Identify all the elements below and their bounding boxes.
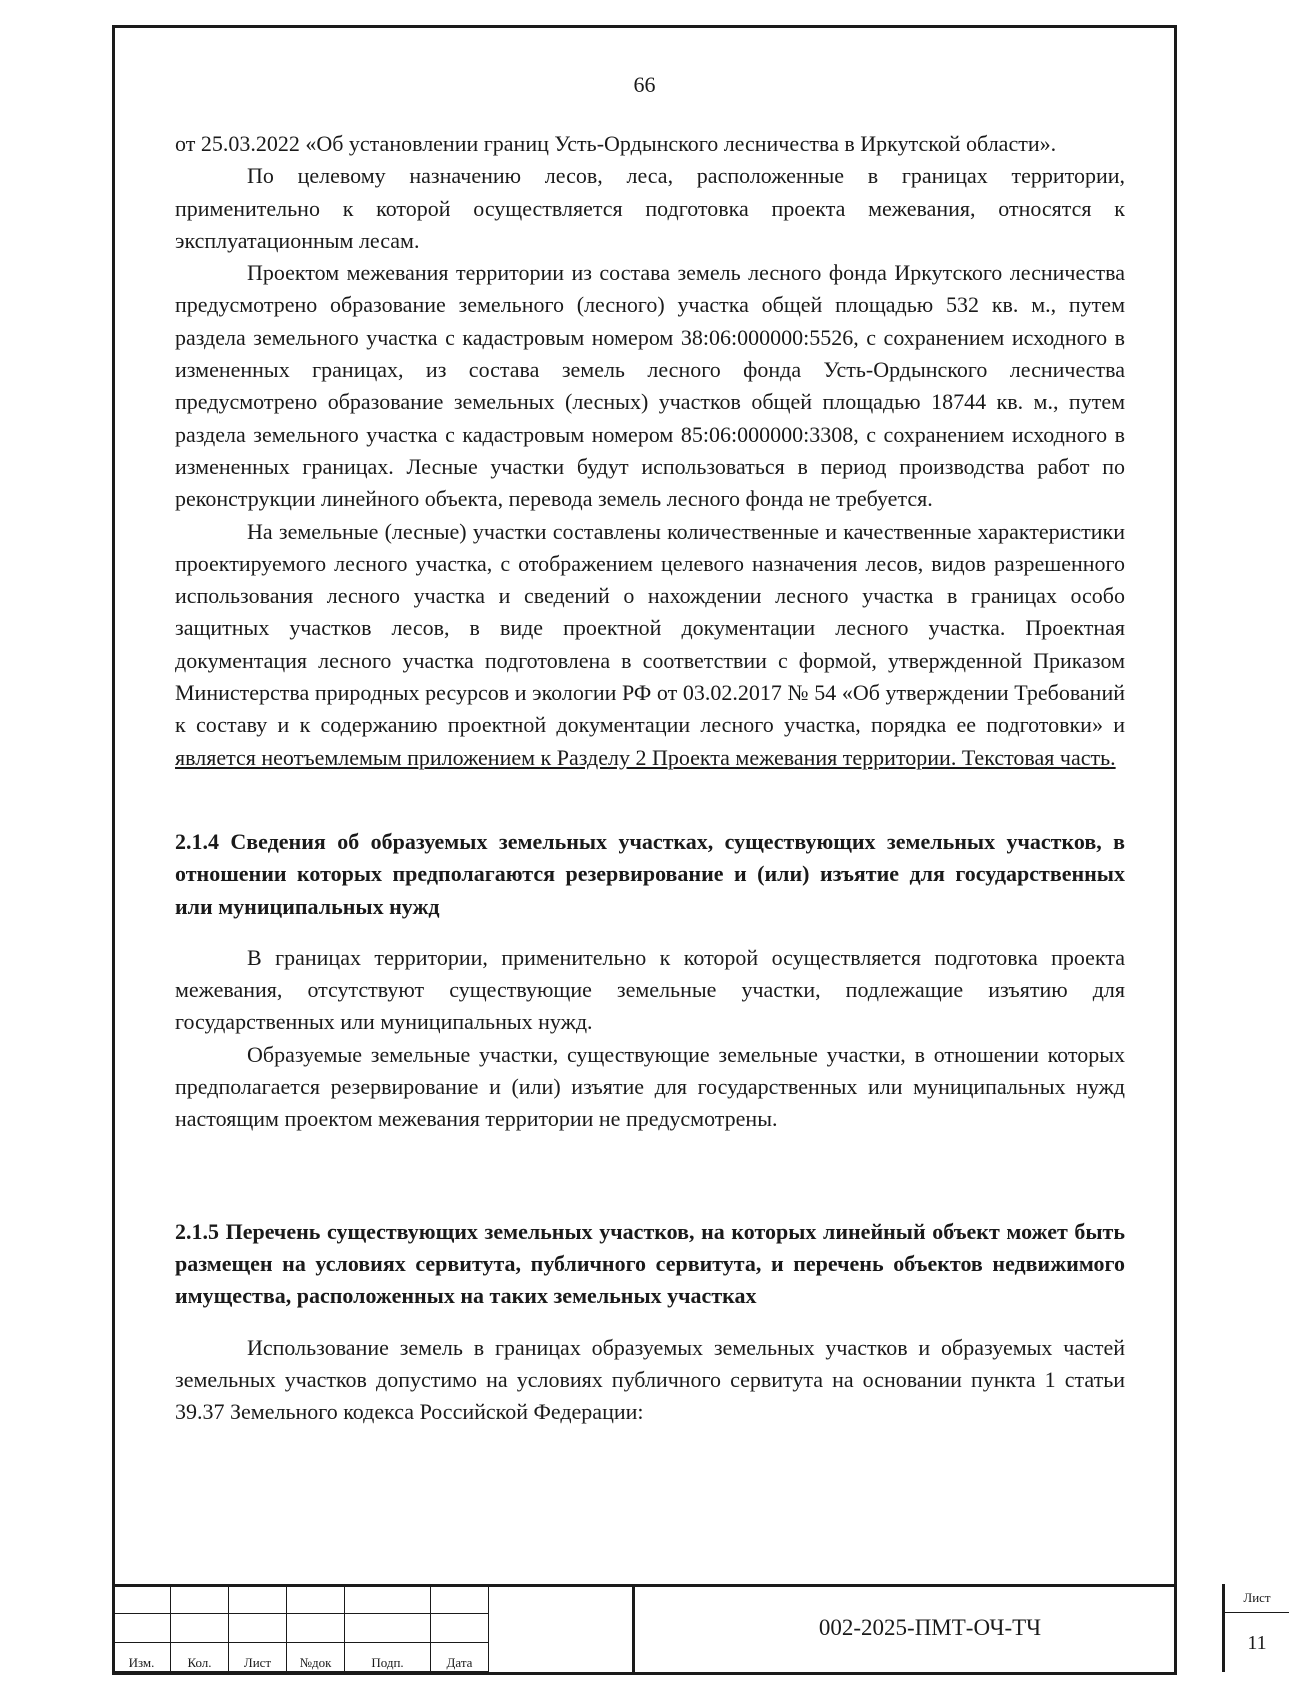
paragraph: Использование земель в границах образуемых земельных участков и образуемых частей земельных участков допустимо на условиях публичного сервитута на основании пункта 1 статьи 39.37 Земельного кодекса Российской Федерации:	[175, 1334, 1125, 1425]
sheet-label: Лист	[1225, 1584, 1289, 1613]
underlined-text: является неотъемлемым приложением к Разделу 2 Проекта межевания территории. Текстовая часть.	[175, 744, 1116, 770]
column-header: Кол.	[171, 1643, 229, 1672]
paragraph-with-underline	[175, 516, 1125, 774]
column-header: №док	[287, 1643, 345, 1672]
document-body	[175, 128, 1125, 1428]
document-code: 002-2025-ПМТ-ОЧ-ТЧ	[632, 1584, 1225, 1672]
sheet-box	[1222, 1584, 1289, 1672]
column-header: Подп.	[345, 1643, 431, 1672]
column-header: Дата	[431, 1643, 489, 1672]
revision-table	[112, 1584, 489, 1672]
sheet-number: 11	[1247, 1632, 1267, 1654]
paragraph: от 25.03.2022 «Об установлении границ Усть-Ордынского лесничества в Иркутской области».	[175, 131, 1057, 156]
page-number: 66	[633, 72, 656, 97]
paragraph: Образуемые земельные участки, существующие земельные участки, в отношении которых предполагается резервирование и (или) изъятие для государственных или муниципальных нужд настоящим проектом межевания территории не предусмотрены.	[175, 1041, 1125, 1132]
paragraph: Проектом межевания территории из состава земель лесного фонда Иркутского лесничества предусмотрено образование земельного (лесного) участка общей площадью 532 кв. м., путем раздела земельного участка с кадастровым номером 38:06:000000:5526, с сохранением исходного в измененных границах, из состава земель лесного фонда Усть-Ордынского лесничества предусмотрено образование земельных (лесных) участков общей площадью 18744 кв. м., путем раздела земельного участка с кадастровым номером 85:06:000000:3308, с сохранением исходного в измененных границах. Лесные участки будут использоваться в период производства работ по реконструкции линейного объекта, перевода земель лесного фонда не требуется.	[175, 260, 1125, 512]
paragraph: В границах территории, применительно к которой осуществляется подготовка проекта межевания, отсутствуют существующие земельные участки, подлежащие изъятию для государственных или муниципальных нужд.	[175, 944, 1125, 1035]
title-block	[112, 1584, 1271, 1675]
column-header: Лист	[229, 1643, 287, 1672]
column-header: Изм.	[113, 1643, 171, 1672]
section-heading-2-1-4: 2.1.4 Сведения об образуемых земельных участках, существующих земельных участков, в отношении которых предполагаются резервирование и (или) изъятие для государственных или муниципальных нужд	[175, 828, 1125, 919]
section-heading-2-1-5: 2.1.5 Перечень существующих земельных участков, на которых линейный объект может быть размещен на условиях сервитута, публичного сервитута, и перечень объектов недвижимого имущества, расположенных на таких земельных участках	[175, 1218, 1125, 1309]
paragraph-text: На земельные (лесные) участки составлены количественные и качественные характеристики проектируемого лесного участка, с отображением целевого назначения лесов, видов разрешенного использования лесного участка и сведений о нахождении лесного участка в границах особо защитных участков лесов, в виде проектной документации лесного участка. Проектная документация лесного участка подготовлена в соответствии с формой, утвержденной Приказом Министерства природных ресурсов и экологии РФ от 03.02.2017 № 54 «Об утверждении Требований к составу и к содержанию проектной документации лесного участка, порядка ее подготовки» и	[175, 518, 1125, 738]
paragraph: По целевому назначению лесов, леса, расположенные в границах территории, применительно к которой осуществляется подготовка проекта межевания, относятся к эксплуатационным лесам.	[175, 163, 1125, 253]
